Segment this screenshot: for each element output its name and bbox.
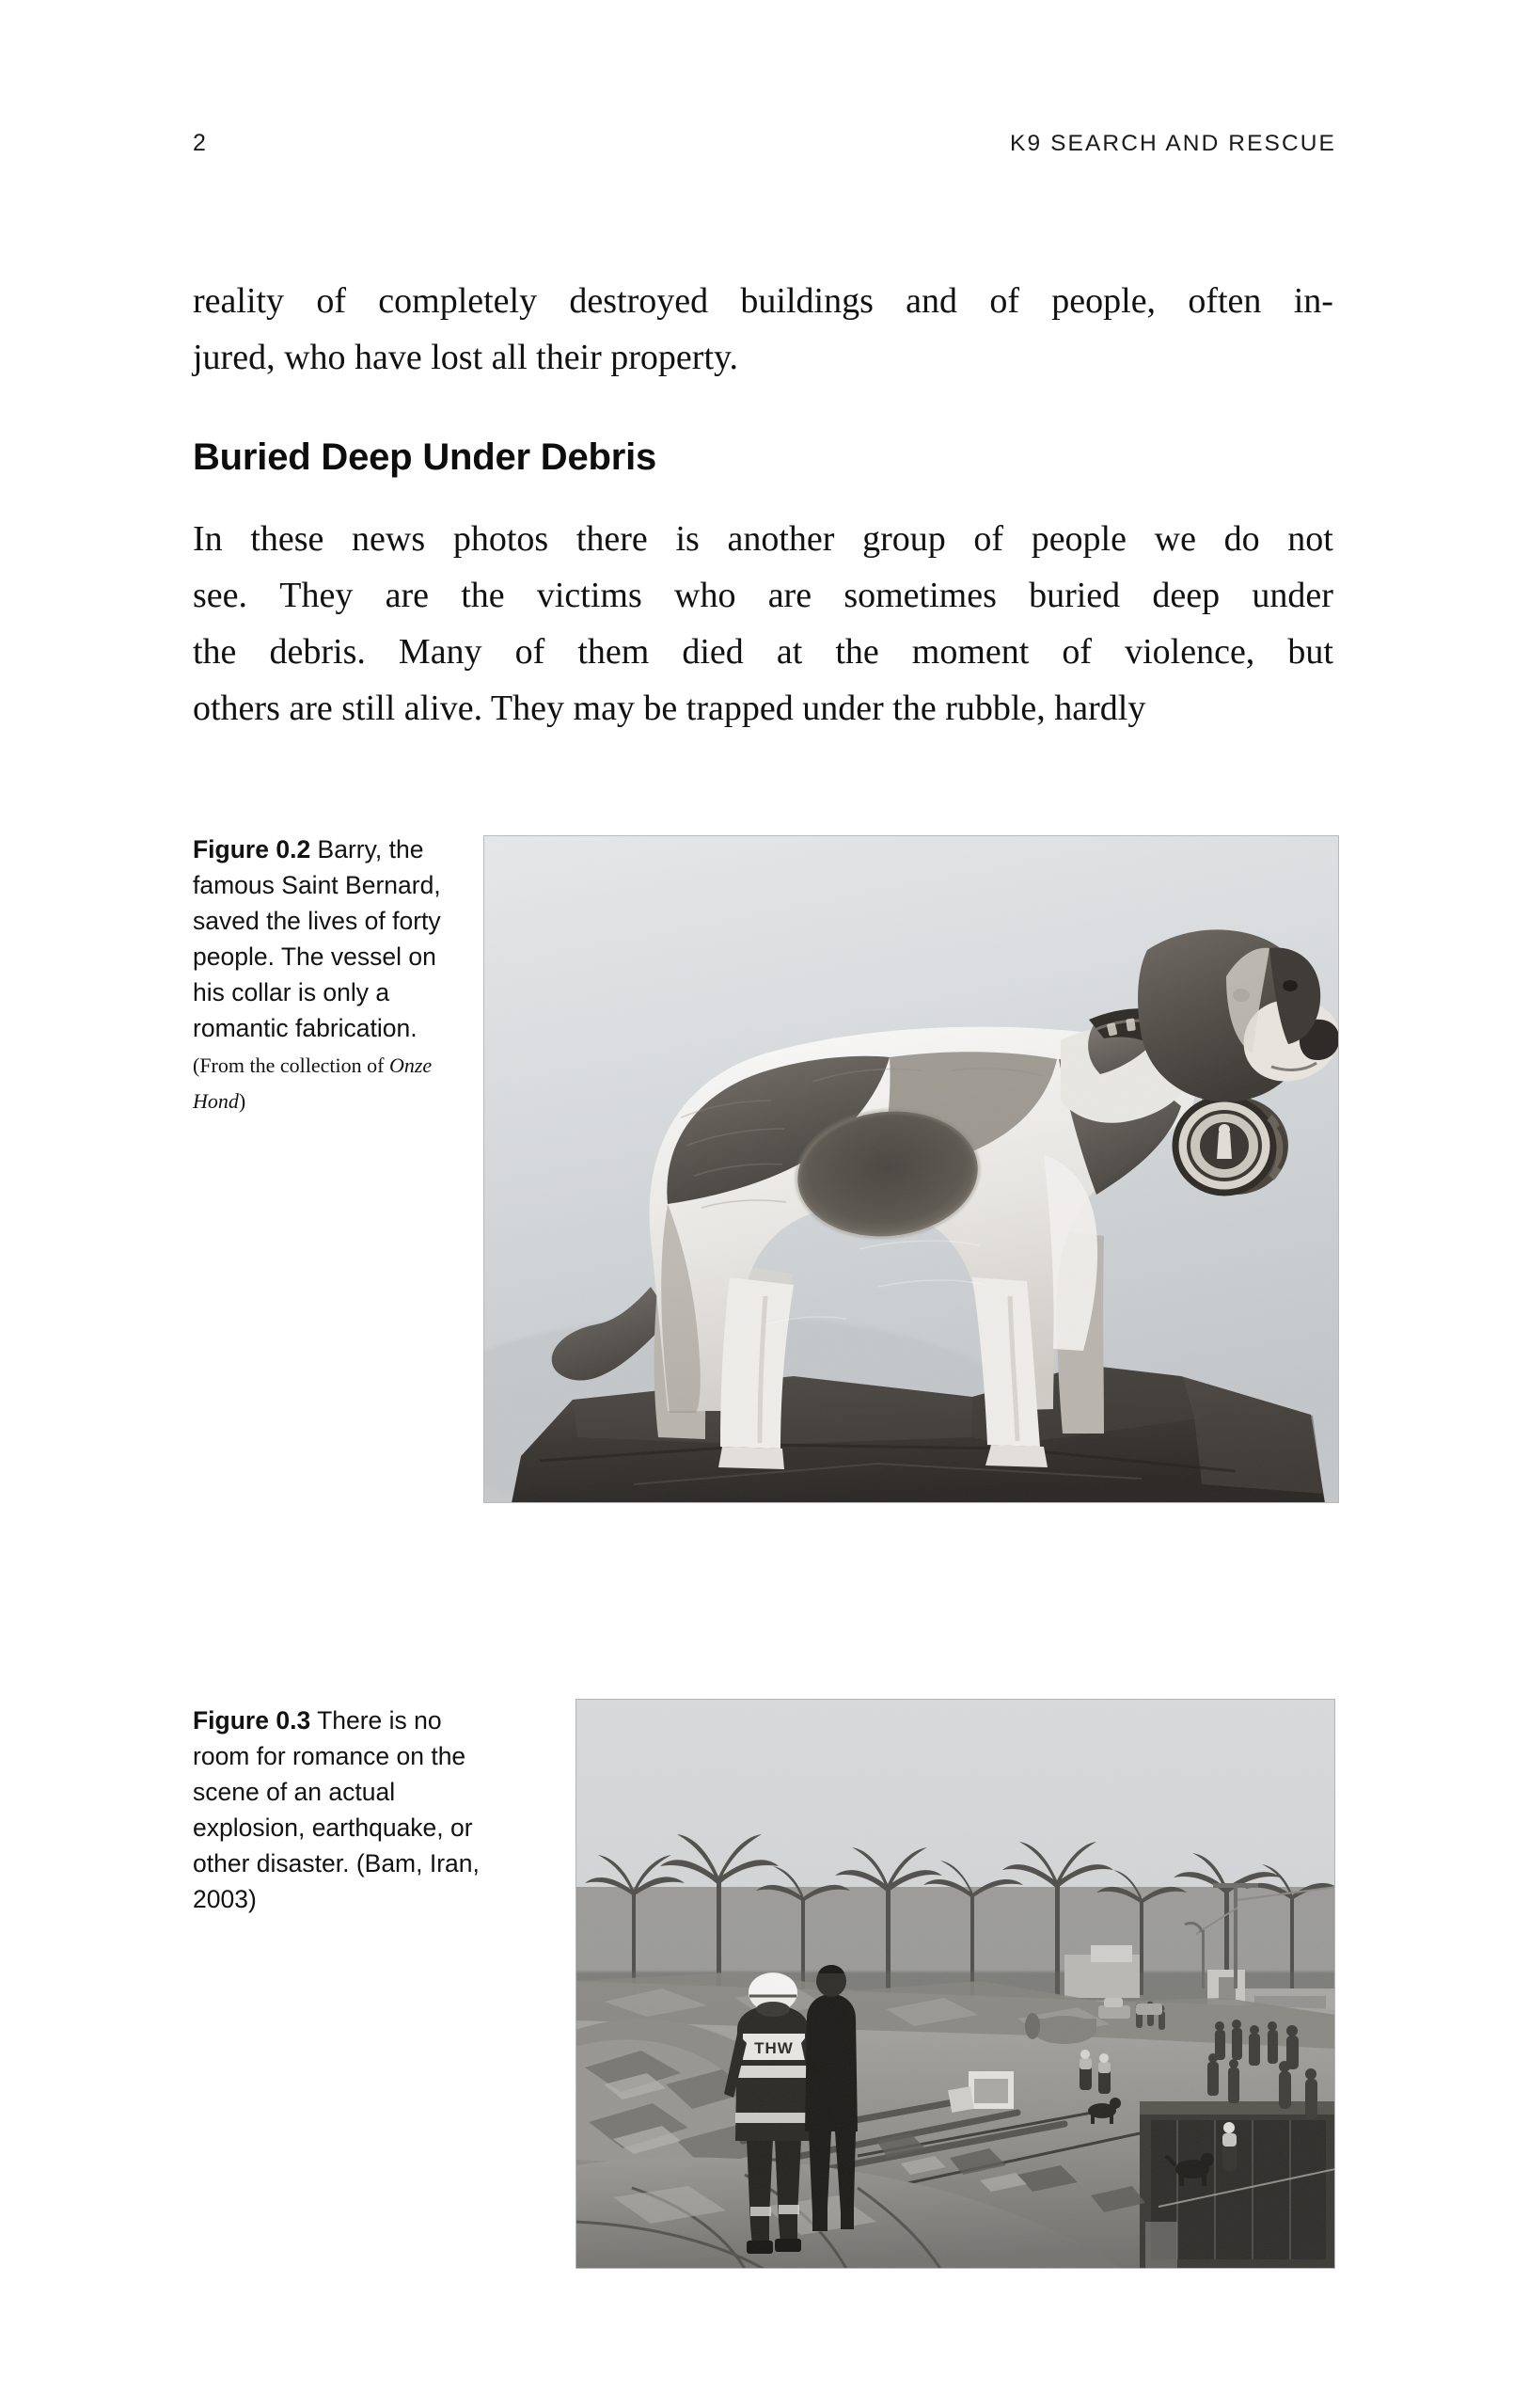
figure-0-2-label: Figure 0.2 (193, 835, 311, 863)
paragraph-buried-text (193, 511, 1333, 737)
saint-bernard-photo-svg (483, 835, 1339, 1503)
figure-0-2-caption-text: Barry, the famous Saint Bernard, saved the lives of forty people. The vessel on his collar is only a romantic fabrication. (193, 835, 441, 1042)
section-heading: Buried Deep Under Debris (193, 436, 657, 478)
foreground-container (1140, 2101, 1335, 2269)
earthquake-scene-photo-svg (575, 1699, 1335, 2269)
figure-0-2-caption (193, 832, 445, 1117)
text-line: see. They are the victims who are sometimes buried deep under (193, 576, 1333, 615)
credit-source: Onze Hond (193, 1054, 433, 1113)
text-line: others are still alive. They may be trapped under the rubble, hardly (193, 689, 1146, 728)
running-head-title: K9 SEARCH AND RESCUE (1010, 131, 1336, 156)
text-line: reality of completely destroyed buildings and of people, often in- (193, 281, 1333, 321)
running-head (193, 130, 1336, 162)
collar-barrel-medallion (1175, 1097, 1288, 1195)
paragraph-intro (193, 273, 1333, 386)
figure-0-3-caption (193, 1703, 503, 1917)
paragraph-intro-text (193, 273, 1333, 386)
figure-0-2-credit (193, 1054, 432, 1113)
figure-0-3-caption-text: There is no room for romance on the scene of an actual explosion, earthquake, or other disaster. (Bam, Iran, 2003) (193, 1706, 480, 1913)
figure-0-3-photo (575, 1699, 1335, 2269)
text-line: jured, who have lost all their property. (193, 338, 739, 377)
credit-suffix: ) (238, 1089, 246, 1113)
figure-0-3-label: Figure 0.3 (193, 1706, 311, 1735)
thw-vest-text: THW (754, 2039, 794, 2057)
paragraph-buried (193, 511, 1333, 737)
text-line: In these news photos there is another group of people we do not (193, 519, 1333, 559)
text-line: the debris. Many of them died at the moment of violence, but (193, 632, 1333, 672)
figure-0-2-photo (483, 835, 1339, 1503)
page-number: 2 (193, 130, 207, 156)
credit-prefix: (From the collection of (193, 1054, 389, 1077)
